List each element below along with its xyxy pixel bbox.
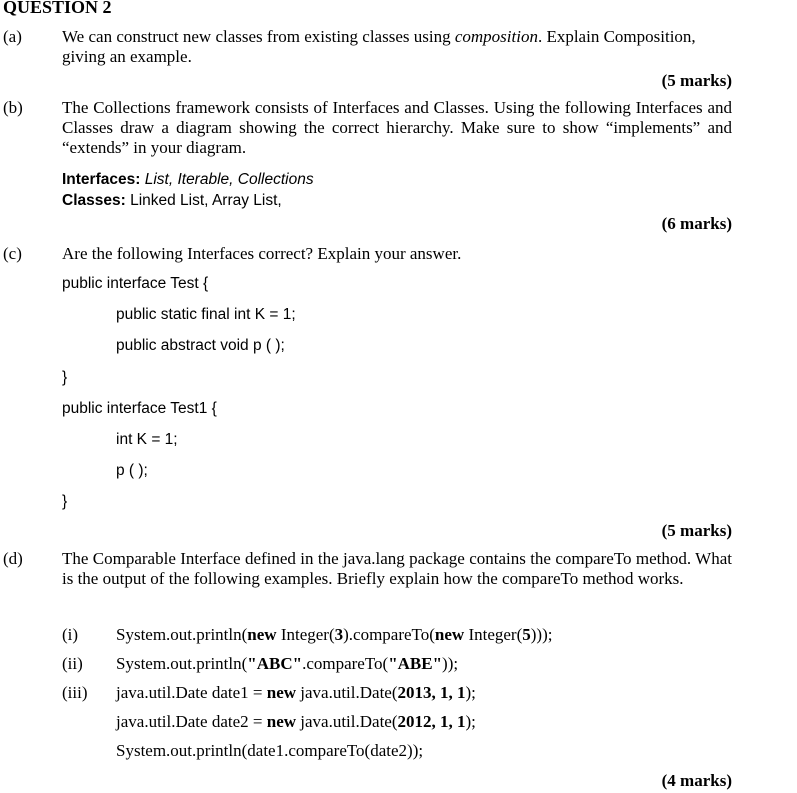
- classes-list: Linked List, Array List,: [130, 192, 282, 209]
- code-text: ));: [442, 654, 459, 673]
- code1-close: }: [62, 369, 68, 386]
- code1-open: public interface Test {: [62, 275, 209, 292]
- item-i-code: [116, 625, 552, 645]
- code-text: java.util.Date date2 =: [116, 712, 267, 731]
- part-b-label: (b): [3, 98, 23, 117]
- interfaces-line: [62, 170, 314, 190]
- code-literal: 3: [334, 625, 344, 644]
- classes-line: [62, 191, 282, 211]
- part-a-text-end: . Explain Composition, giving an example.: [62, 27, 696, 66]
- code-literal: "ABC": [247, 654, 303, 673]
- part-d-text: The Comparable Interface defined in the java.lang package contains the compareTo method. What is the output of the following examples. Briefly explain how the compareTo method works.: [62, 549, 732, 588]
- code-text: java.util.Date(: [296, 712, 398, 731]
- part-d-label: (d): [3, 549, 23, 568]
- code-text: System.out.println(: [116, 625, 248, 644]
- code-text: Integer(: [276, 625, 335, 644]
- code-text: );: [465, 712, 476, 731]
- code-text: System.out.println(: [116, 654, 248, 673]
- code2-close: }: [62, 493, 68, 510]
- item-i-label: (i): [62, 625, 79, 644]
- part-b-text: The Collections framework consists of Interfaces and Classes. Using the following Interfaces and Classes draw a diagram showing the correct hierarchy. Make sure to show “implements” and “extends” in your diagram.: [62, 98, 732, 157]
- code1-line2: public abstract void p ( );: [116, 337, 285, 354]
- code-keyword: new: [266, 683, 297, 702]
- item-ii-code: [116, 654, 458, 674]
- item-iii-label: (iii): [62, 683, 88, 702]
- code-literal: "ABE": [388, 654, 443, 673]
- part-c-label: (c): [3, 244, 22, 263]
- part-b-marks: (6 marks): [661, 214, 732, 233]
- part-a-label: (a): [3, 27, 22, 46]
- code-keyword: new: [434, 625, 465, 644]
- part-a-marks: (5 marks): [661, 71, 732, 90]
- part-d-marks: (4 marks): [661, 771, 732, 790]
- item-iii-line2: [116, 712, 476, 732]
- code-literal: 2013, 1, 1: [397, 683, 466, 702]
- code-text: .compareTo(: [302, 654, 389, 673]
- question-title: QUESTION 2: [3, 0, 112, 17]
- item-iii-line3: System.out.println(date1.compareTo(date2));: [116, 741, 424, 760]
- code2-open: public interface Test1 {: [62, 400, 217, 417]
- part-a-text: [62, 27, 732, 67]
- code-text: Integer(: [464, 625, 523, 644]
- code-keyword: new: [266, 712, 297, 731]
- code-text: )));: [530, 625, 553, 644]
- code-literal: 5: [522, 625, 531, 644]
- code-text: java.util.Date(: [296, 683, 398, 702]
- code-text: java.util.Date date1 =: [116, 683, 267, 702]
- item-ii-label: (ii): [62, 654, 83, 673]
- code-keyword: new: [247, 625, 277, 644]
- part-a-text-italic: composition: [454, 27, 538, 46]
- code1-line1: public static final int K = 1;: [116, 306, 296, 323]
- part-c-text: Are the following Interfaces correct? Explain your answer.: [62, 244, 462, 263]
- code-text: ).compareTo(: [343, 625, 435, 644]
- classes-label: Classes:: [62, 192, 126, 209]
- code-text: );: [465, 683, 476, 702]
- part-a-text-start: We can construct new classes from existing classes using: [62, 27, 455, 46]
- code-literal: 2012, 1, 1: [397, 712, 466, 731]
- interfaces-list: List, Iterable, Collections: [144, 171, 314, 188]
- code2-line1: int K = 1;: [116, 431, 178, 448]
- interfaces-label: Interfaces:: [62, 171, 141, 188]
- part-c-marks: (5 marks): [661, 521, 732, 540]
- code2-line2: p ( );: [116, 462, 148, 479]
- item-iii-line1: [116, 683, 476, 703]
